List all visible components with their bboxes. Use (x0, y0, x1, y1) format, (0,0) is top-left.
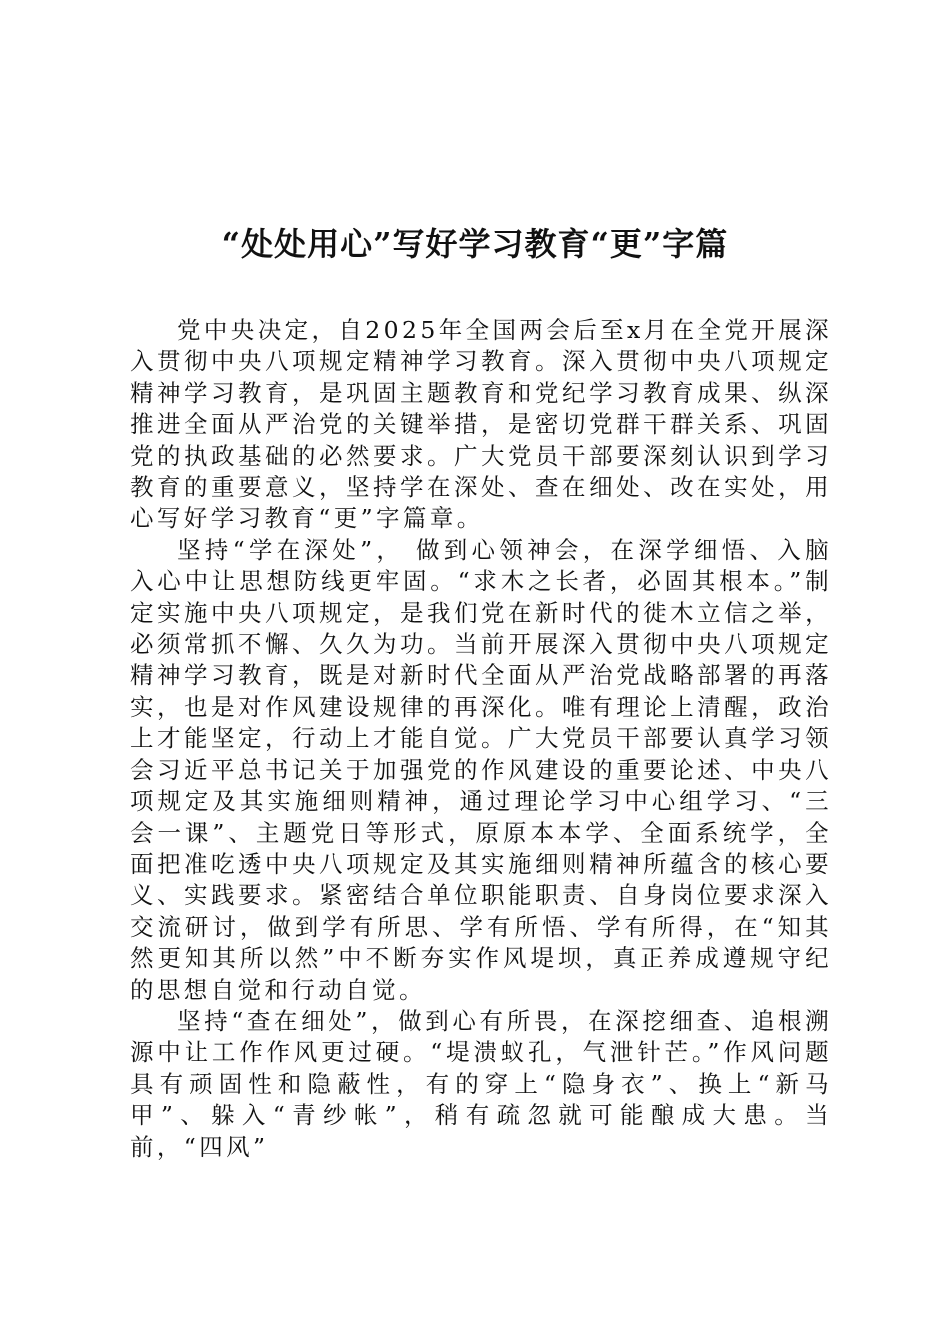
document-title: “处处用心”写好学习教育“更”字篇 (221, 225, 729, 263)
paragraph-intro: 党中央决定，自2025年全国两会后至x月在全党开展深入贯彻中央八项规定精神学习教育。深入贯彻中央八项规定精神学习教育，是巩固主题教育和党纪学习教育成果、纵深推进全面从严治党的关键举措，是密切党群干群关系、巩固党的执政基础的必然要求。广大党员干部要深刻认识到学习教育的重要意义，坚持学在深处、查在细处、改在实处，用心写好学习教育“更”字篇章。 (130, 316, 832, 533)
paragraph-study-deeply: 坚持“学在深处”， 做到心领神会，在深学细悟、入脑入心中让思想防线更牢固。“求木之长者，必固其根本。”制定实施中央八项规定，是我们党在新时代的徙木立信之举，必须常抓不懈、久久为功。当前开展深入贯彻中央八项规定精神学习教育，既是对新时代全面从严治党战略部署的再落实，也是对作风建设规律的再深化。唯有理论上清醒，政治上才能坚定，行动上才能自觉。广大党员干部要认真学习领会习近平总书记关于加强党的作风建设的重要论述、中央八项规定及其实施细则精神，通过理论学习中心组学习、“三会一课”、主题党日等形式，原原本本学、全面系统学，全面把准吃透中央八项规定及其实施细则精神所蕴含的核心要义、实践要求。紧密结合单位职能职责、自身岗位要求深入交流研讨，做到学有所思、学有所悟、学有所得，在“知其然更知其所以然”中不断夯实作风堤坝，真正养成遵规守纪的思想自觉和行动自觉。 (130, 535, 832, 1004)
paragraph-check-details: 坚持“查在细处”，做到心有所畏，在深挖细查、追根溯源中让工作作风更过硬。“堤溃蚁孔，气泄针芒。”作风问题具有顽固性和隐蔽性，有的穿上“隐身衣”、换上“新马甲”、躲入“青纱帐”，稍有疏忽就可能酿成大患。当前，“四风” (130, 1006, 832, 1161)
document-body (130, 315, 832, 1163)
